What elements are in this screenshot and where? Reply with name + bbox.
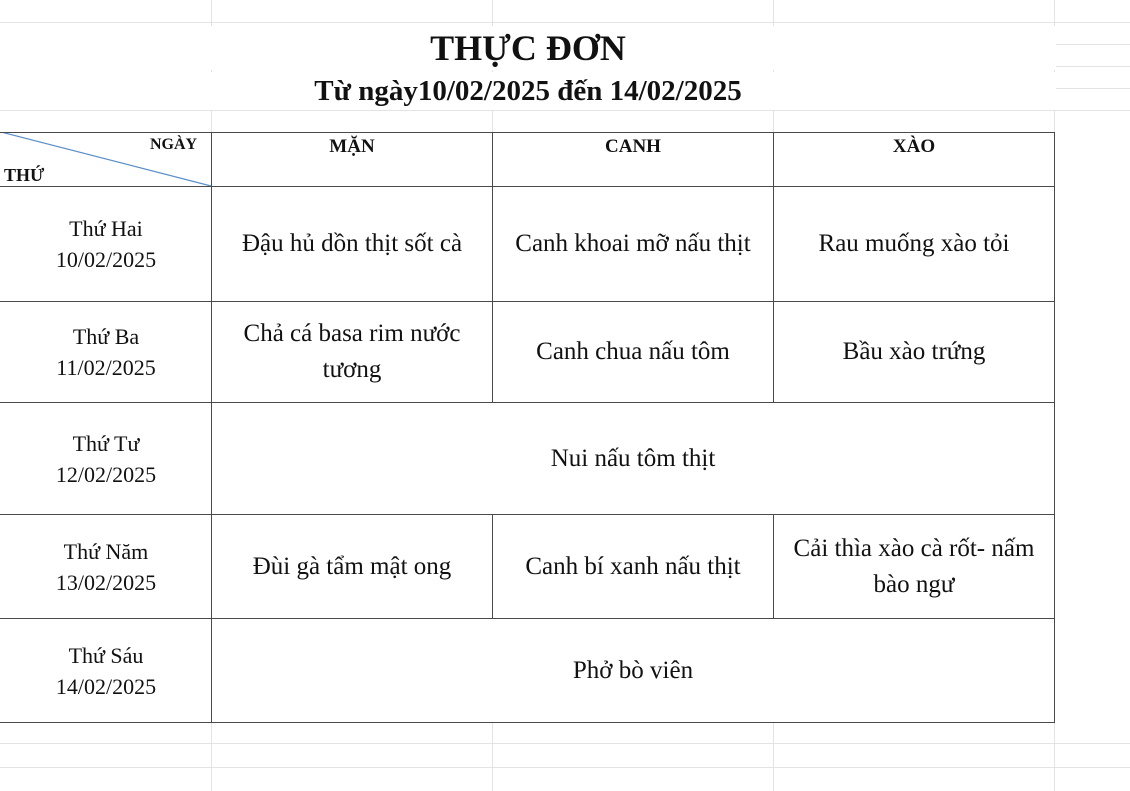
dish-xao: Rau muống xào tỏi bbox=[774, 187, 1054, 301]
corner-label-weekday: THỨ bbox=[4, 165, 45, 185]
table-row-day-label bbox=[1, 403, 211, 514]
corner-label-day: NGÀY bbox=[150, 136, 198, 153]
subtitle-from-date: 10/02/2025 bbox=[417, 75, 550, 107]
table-row-day-label bbox=[1, 302, 211, 402]
weekday-name: Thứ Sáu bbox=[68, 642, 144, 668]
dish-man: Đùi gà tẩm mật ong bbox=[212, 515, 492, 618]
table-border bbox=[492, 514, 493, 619]
weekday-name: Thứ Ba bbox=[72, 324, 140, 349]
table-border bbox=[0, 132, 1055, 133]
weekday-name: Thứ Hai bbox=[69, 216, 143, 241]
weekday-date: 12/02/2025 bbox=[55, 461, 157, 487]
table-row-day-label bbox=[1, 515, 211, 618]
dish-canh: Canh bí xanh nấu thịt bbox=[493, 515, 773, 618]
column-header-xao: XÀO bbox=[892, 136, 936, 157]
dish-xao: Cải thìa xào cà rốt- nấm bào ngư bbox=[774, 515, 1054, 618]
table-border bbox=[1054, 132, 1055, 723]
table-border bbox=[773, 132, 774, 403]
table-border bbox=[0, 722, 1055, 723]
table-border bbox=[773, 514, 774, 619]
weekday-date: 14/02/2025 bbox=[55, 673, 157, 699]
table-border bbox=[0, 301, 1055, 302]
dish-man: Đậu hủ dồn thịt sốt cà bbox=[212, 187, 492, 301]
table-border bbox=[0, 514, 1055, 515]
column-header-canh: CANH bbox=[605, 136, 661, 157]
page-title: THỰC ĐƠN bbox=[0, 26, 1056, 70]
dish-man: Chả cá basa rim nước tương bbox=[212, 302, 492, 402]
subtitle-middle: đến bbox=[549, 75, 610, 107]
table-border bbox=[0, 186, 1055, 187]
dish-xao: Bầu xào trứng bbox=[774, 302, 1054, 402]
weekday-name: Thứ Tư bbox=[72, 430, 140, 456]
table-border bbox=[492, 132, 493, 403]
subtitle-to-date: 14/02/2025 bbox=[609, 75, 742, 107]
corner-diagonal-line bbox=[1, 132, 212, 187]
table-border bbox=[0, 402, 1055, 403]
dish-canh: Canh khoai mỡ nấu thịt bbox=[493, 187, 773, 301]
table-row-day-label bbox=[1, 187, 211, 301]
column-header-man: MẶN bbox=[329, 136, 375, 157]
dish-canh: Canh chua nấu tôm bbox=[493, 302, 773, 402]
table-row-day-label bbox=[1, 619, 211, 722]
subtitle-prefix: Từ ngày bbox=[314, 75, 418, 107]
date-range-subtitle bbox=[0, 72, 1056, 110]
dish-merged: Phở bò viên bbox=[212, 619, 1054, 722]
weekday-date: 11/02/2025 bbox=[56, 355, 156, 380]
table-border bbox=[211, 132, 212, 723]
weekday-name: Thứ Năm bbox=[63, 538, 149, 564]
weekday-date: 13/02/2025 bbox=[55, 569, 157, 595]
dish-merged: Nui nấu tôm thịt bbox=[212, 403, 1054, 514]
table-border bbox=[0, 618, 1055, 619]
weekday-date: 10/02/2025 bbox=[55, 247, 157, 272]
